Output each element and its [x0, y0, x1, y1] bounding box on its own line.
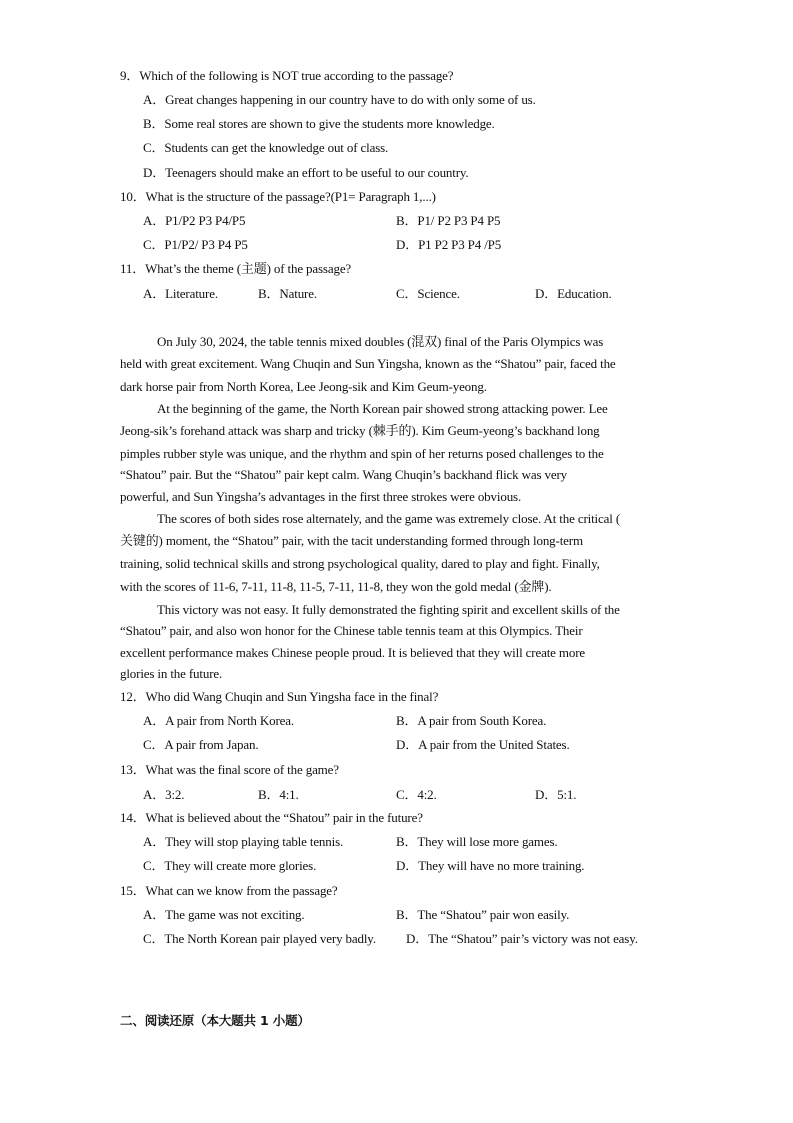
passage-line: 关键的) moment, the “Shatou” pair, with the tacit understanding formed through long-term	[120, 533, 583, 548]
question-10-option-b: B．P1/ P2 P3 P4 P5	[396, 213, 501, 228]
passage-line: glories in the future.	[120, 666, 223, 681]
passage-line: dark horse pair from North Korea, Lee Jeong-sik and Kim Geum-yeong.	[120, 379, 487, 394]
question-14-option-a: A．They will stop playing table tennis.	[143, 834, 344, 849]
section-heading: 二、阅读还原（本大题共 1 小题）	[120, 1013, 310, 1028]
question-11-stem: 11．What’s the theme (主题) of the passage?	[120, 261, 352, 276]
passage-line: On July 30, 2024, the table tennis mixed doubles (混双) final of the Paris Olympics was	[157, 334, 604, 349]
question-13-option-d: D．5:1.	[535, 787, 577, 802]
question-13-stem: 13．What was the final score of the game?	[120, 762, 339, 777]
question-11-option-b: B．Nature.	[258, 286, 317, 301]
question-15-option-b: B．The “Shatou” pair won easily.	[396, 907, 570, 922]
question-15-option-a: A．The game was not exciting.	[143, 907, 305, 922]
question-10-option-d: D．P1 P2 P3 P4 /P5	[396, 237, 502, 252]
question-13-option-c: C．4:2.	[396, 787, 437, 802]
question-9-stem: 9．Which of the following is NOT true according to the passage?	[120, 68, 454, 83]
question-10-option-c: C．P1/P2/ P3 P4 P5	[143, 237, 248, 252]
question-12-option-c: C．A pair from Japan.	[143, 737, 259, 752]
passage-line: Jeong-sik’s forehand attack was sharp and tricky (棘手的). Kim Geum-yeong’s backhand long	[120, 423, 600, 438]
question-14-option-d: D．They will have no more training.	[396, 858, 585, 873]
passage-line: “Shatou” pair, and also won honor for the Chinese table tennis team at this Olympics. Their	[120, 623, 583, 638]
question-11-option-a: A．Literature.	[143, 286, 218, 301]
question-14-option-c: C．They will create more glories.	[143, 858, 317, 873]
question-10-stem: 10．What is the structure of the passage?(P1= Paragraph 1,...)	[120, 189, 436, 204]
question-12-option-d: D．A pair from the United States.	[396, 737, 570, 752]
question-12-stem: 12．Who did Wang Chuqin and Sun Yingsha face in the final?	[120, 689, 439, 704]
passage-line: The scores of both sides rose alternately, and the game was extremely close. At the critical (	[157, 511, 620, 526]
passage-line: powerful, and Sun Yingsha’s advantages in the first three strokes were obvious.	[120, 489, 522, 504]
passage-line: This victory was not easy. It fully demonstrated the fighting spirit and excellent skills of the	[157, 602, 620, 617]
question-9-option-c: C．Students can get the knowledge out of class.	[143, 140, 389, 155]
passage-line: held with great excitement. Wang Chuqin and Sun Yingsha, known as the “Shatou” pair, faced the	[120, 356, 616, 371]
question-10-option-a: A．P1/P2 P3 P4/P5	[143, 213, 246, 228]
passage-line: excellent performance makes Chinese people proud. It is believed that they will create more	[120, 645, 585, 660]
passage-line: with the scores of 11-6, 7-11, 11-8, 11-5, 7-11, 11-8, they won the gold medal (金牌).	[120, 579, 552, 594]
question-9-option-b: B．Some real stores are shown to give the students more knowledge.	[143, 116, 495, 131]
question-13-option-b: B．4:1.	[258, 787, 299, 802]
question-11-option-c: C．Science.	[396, 286, 460, 301]
question-15-option-d: D．The “Shatou” pair’s victory was not easy.	[406, 931, 638, 946]
passage-line: At the beginning of the game, the North Korean pair showed strong attacking power. Lee	[157, 401, 608, 416]
question-14-option-b: B．They will lose more games.	[396, 834, 558, 849]
question-15-option-c: C．The North Korean pair played very badly.	[143, 931, 376, 946]
question-12-option-a: A．A pair from North Korea.	[143, 713, 294, 728]
passage-line: pimples rubber style was unique, and the rhythm and spin of her returns posed challenges to the	[120, 446, 604, 461]
passage-line: training, solid technical skills and strong psychological quality, dared to play and fight. Finally,	[120, 556, 600, 571]
question-15-stem: 15．What can we know from the passage?	[120, 883, 338, 898]
question-12-option-b: B．A pair from South Korea.	[396, 713, 547, 728]
passage-line: “Shatou” pair. But the “Shatou” pair kept calm. Wang Chuqin’s backhand flick was very	[120, 467, 567, 482]
question-11-option-d: D．Education.	[535, 286, 612, 301]
question-9-option-a: A．Great changes happening in our country have to do with only some of us.	[143, 92, 536, 107]
question-14-stem: 14．What is believed about the “Shatou” pair in the future?	[120, 810, 423, 825]
question-9-option-d: D．Teenagers should make an effort to be useful to our country.	[143, 165, 469, 180]
question-13-option-a: A．3:2.	[143, 787, 185, 802]
